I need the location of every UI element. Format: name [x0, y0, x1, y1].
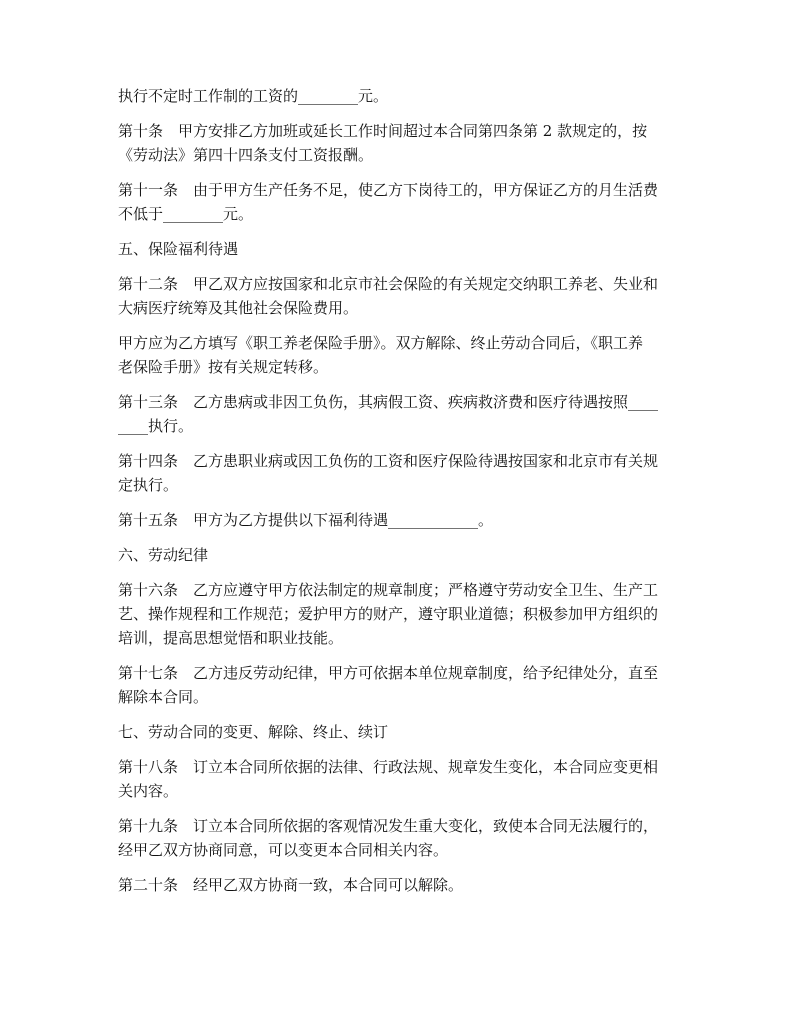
text-line: 第二十条 经甲乙双方协商一致，本合同可以解除。: [118, 876, 464, 894]
paragraph-article-10: [118, 119, 684, 167]
text-line: 第十九条 订立本合同所依据的客观情况发生重大变化，致使本合同无法履行的，: [118, 817, 659, 835]
paragraph-article-20: [118, 873, 684, 897]
text-line: 甲方应为乙方填写《职工养老保险手册》。双方解除、终止劳动合同后，《职工养: [118, 334, 644, 352]
text-line: 大病医疗统筹及其他社会保险费用。: [118, 299, 359, 317]
section-heading-insurance: [118, 237, 684, 261]
text-line: 经甲乙双方协商同意，可以变更本合同相关内容。: [118, 841, 449, 859]
paragraph-wage-irregular: [118, 84, 684, 108]
text-line: 六、劳动纪律: [118, 546, 209, 564]
section-heading-discipline: [118, 543, 684, 567]
text-line: ____执行。: [118, 417, 194, 435]
text-line: 第十条 甲方安排乙方加班或延长工作时间超过本合同第四条第 2 款规定的，按: [118, 122, 648, 140]
text-line: 第十二条 甲乙双方应按国家和北京市社会保险的有关规定交纳职工养老、失业和: [118, 275, 659, 293]
paragraph-article-13: [118, 390, 684, 438]
text-line: 第十五条 甲方为乙方提供以下福利待遇____________。: [118, 511, 494, 529]
text-line: 七、劳动合同的变更、解除、终止、续订: [118, 723, 389, 741]
paragraph-article-19: [118, 814, 684, 862]
paragraph-article-18: [118, 755, 684, 803]
text-line: 第十六条 乙方应遵守甲方依法制定的规章制度；严格遵守劳动安全卫生、生产工: [118, 581, 659, 599]
paragraph-article-12: [118, 272, 684, 320]
text-line: 培训，提高思想觉悟和职业技能。: [118, 629, 344, 647]
text-line: 艺、操作规程和工作规范；爱护甲方的财产，遵守职业道德；积极参加甲方组织的: [118, 605, 659, 623]
text-line: 《劳动法》第四十四条支付工资报酬。: [118, 146, 374, 164]
text-line: 老保险手册》按有关规定转移。: [118, 358, 329, 376]
text-line: 第十四条 乙方患职业病或因工负伤的工资和医疗保险待遇按国家和北京市有关规: [118, 452, 659, 470]
text-line: 关内容。: [118, 782, 179, 800]
text-line: 定执行。: [118, 476, 179, 494]
paragraph-pension-handbook: [118, 331, 684, 379]
text-line: 第十八条 订立本合同所依据的法律、行政法规、规章发生变化，本合同应变更相: [118, 758, 659, 776]
paragraph-article-16: [118, 578, 684, 650]
paragraph-article-11: [118, 178, 684, 226]
paragraph-article-17: [118, 661, 684, 709]
text-line: 第十三条 乙方患病或非因工负伤，其病假工资、疾病救济费和医疗待遇按照____: [118, 393, 659, 411]
text-line: 不低于________元。: [118, 205, 254, 223]
paragraph-article-15: [118, 508, 684, 532]
text-line: 执行不定时工作制的工资的________元。: [118, 87, 389, 105]
paragraph-article-14: [118, 449, 684, 497]
text-line: 第十七条 乙方违反劳动纪律，甲方可依据本单位规章制度，给予纪律处分，直至: [118, 664, 659, 682]
text-line: 第十一条 由于甲方生产任务不足，使乙方下岗待工的，甲方保证乙方的月生活费: [118, 181, 659, 199]
section-heading-contract-changes: [118, 720, 684, 744]
document-page: [118, 84, 684, 908]
text-line: 解除本合同。: [118, 688, 209, 706]
text-line: 五、保险福利待遇: [118, 240, 239, 258]
